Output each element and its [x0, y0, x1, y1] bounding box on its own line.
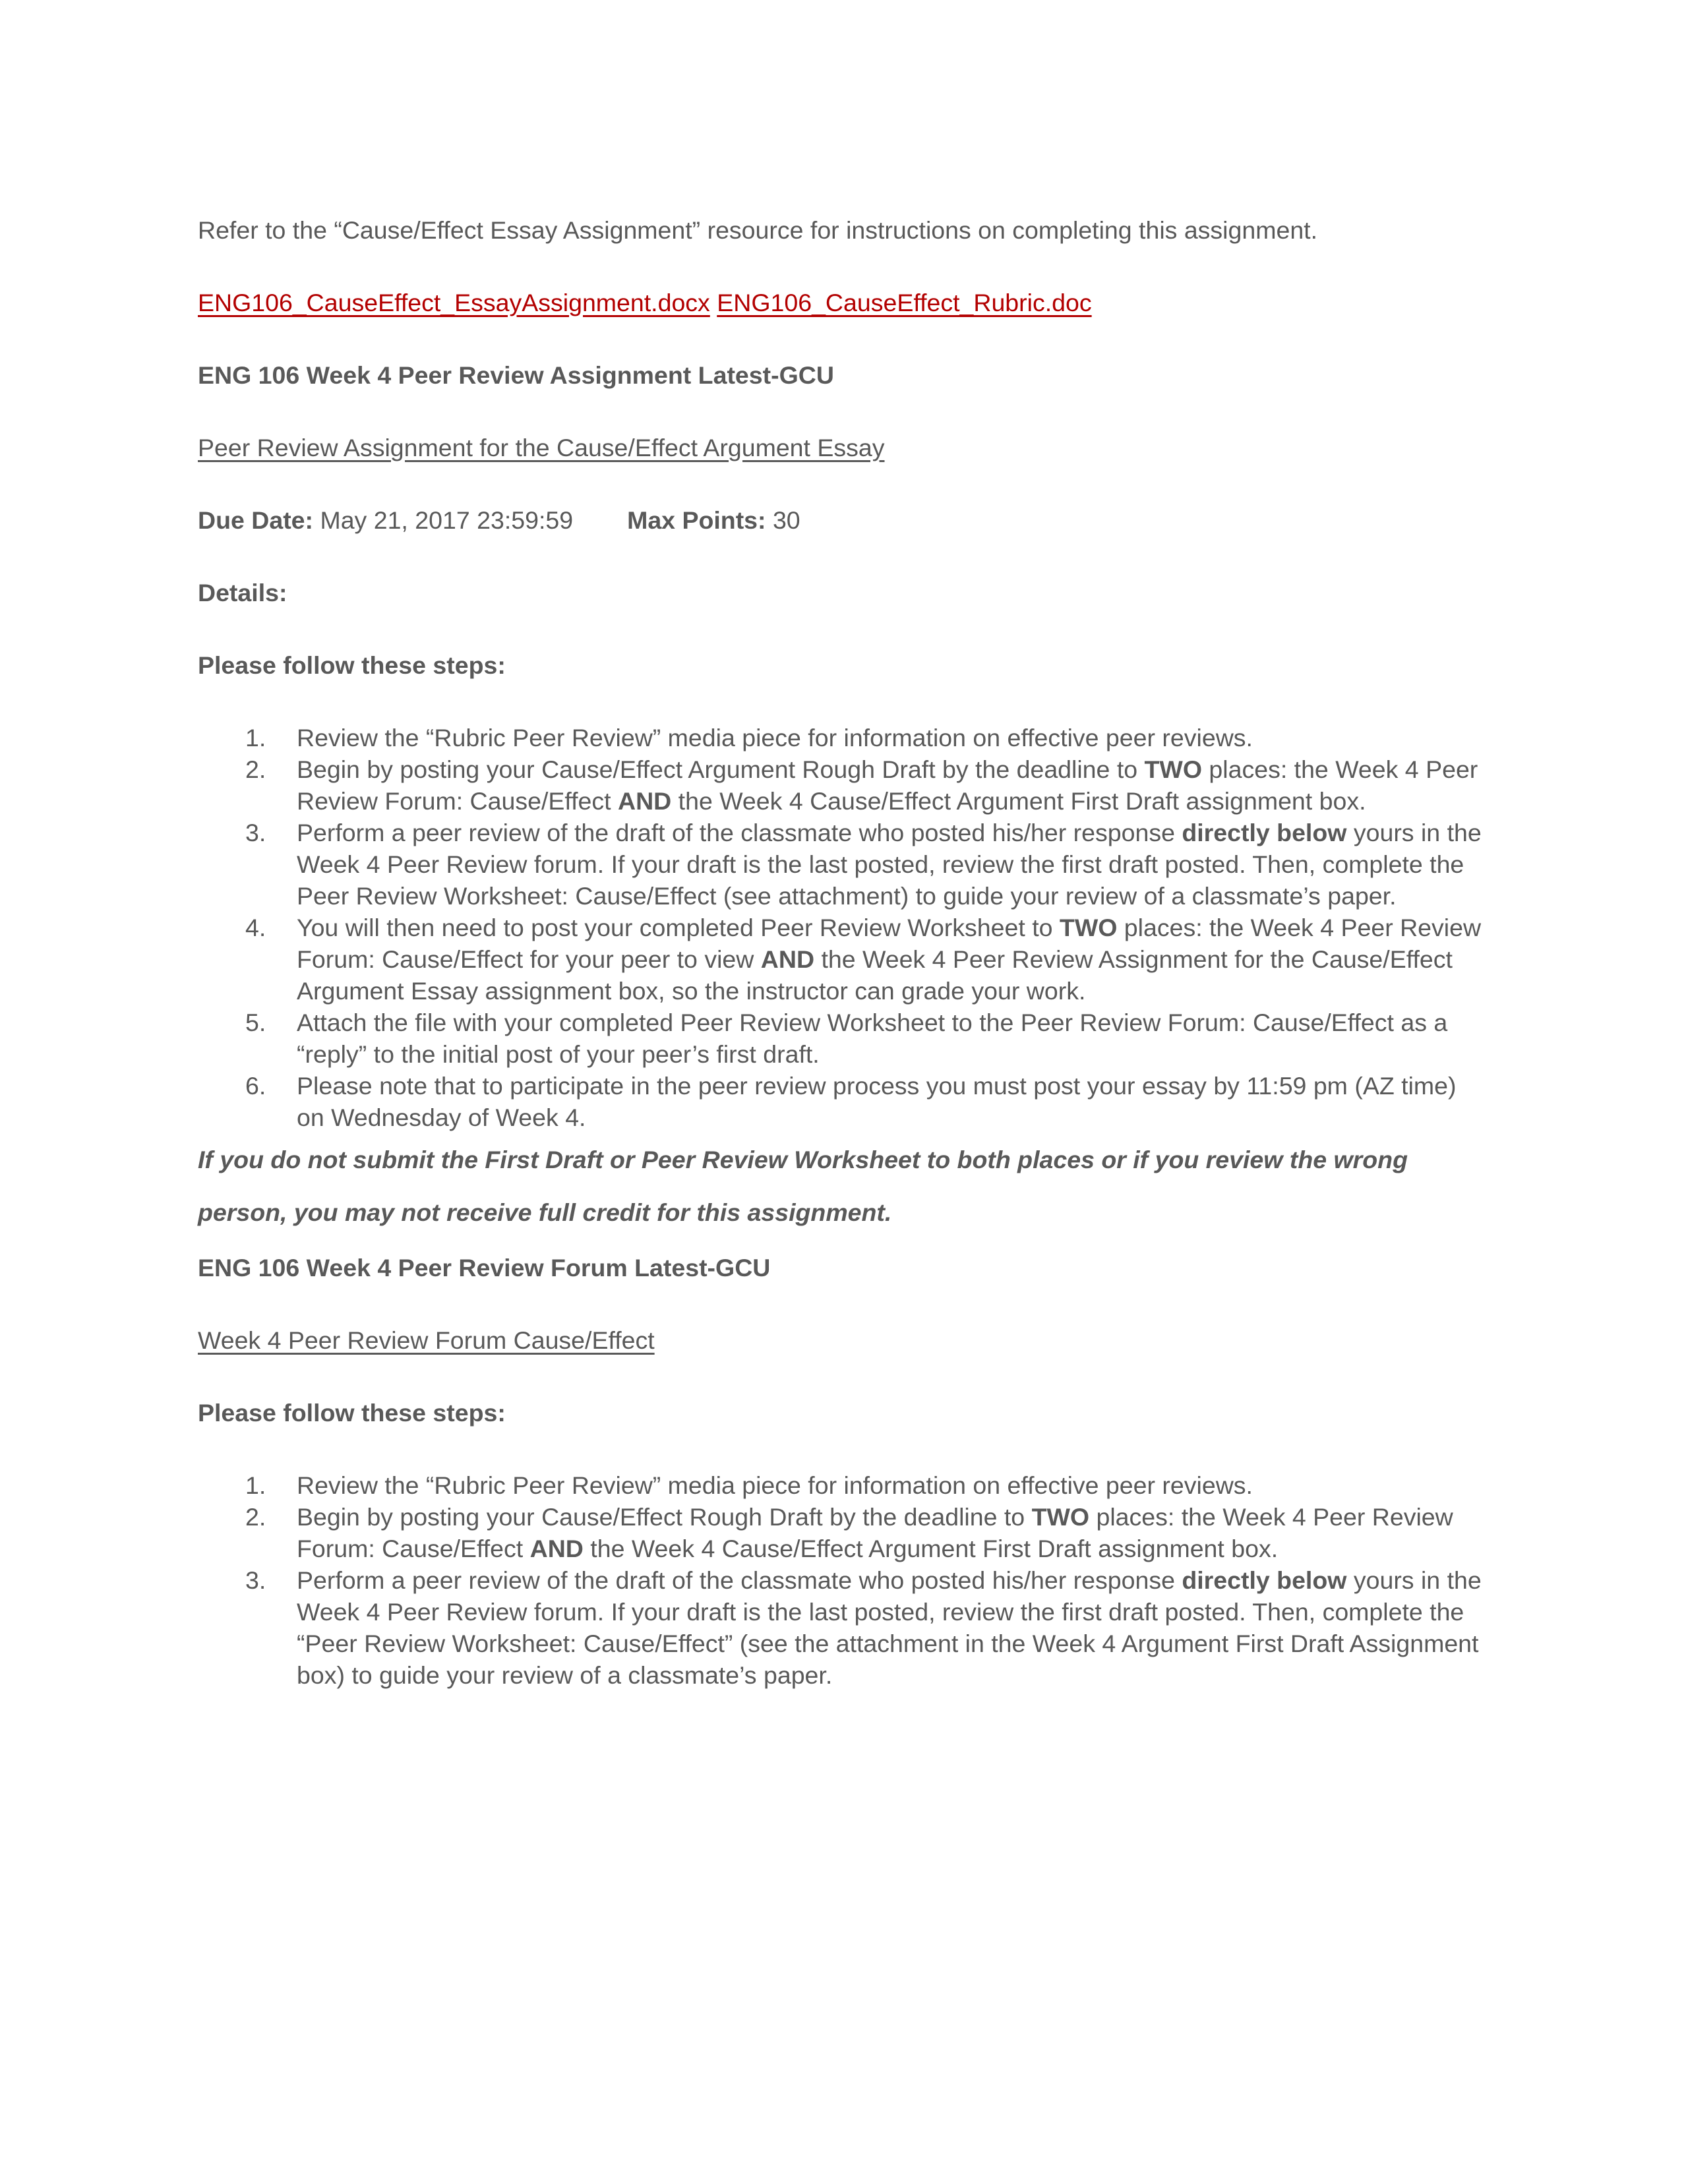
list-item	[198, 753, 1490, 817]
assignment-steps-list	[198, 722, 1490, 1133]
emphasis-text: AND	[618, 787, 672, 815]
step-text: yours in the Week 4 Peer Review forum. If your draft is the last posted, review the first draft posted. Then, complete the “Peer Review Worksheet: Cause/Effect” (see the attachment in the Week 4 Argument First Draft Assignment box) to guide your review of a classmate’s paper.	[297, 1566, 1482, 1689]
essay-assignment-link[interactable]: ENG106_CauseEffect_EssayAssignment.docx	[198, 289, 710, 316]
due-date-label: Due Date:	[198, 506, 314, 534]
step-text: Review the “Rubric Peer Review” media piece for information on effective peer reviews.	[297, 724, 1253, 752]
list-item	[198, 722, 1490, 753]
peer-review-assignment-link[interactable]: Peer Review Assignment for the Cause/Effect Argument Essay	[198, 434, 885, 461]
list-item-number: 2.	[245, 1503, 266, 1531]
step-text: places: the Week 4 Peer Review Forum: Cause/Effect	[297, 1503, 1453, 1562]
peer-review-forum-link[interactable]: Week 4 Peer Review Forum Cause/Effect	[198, 1326, 655, 1354]
list-item	[198, 1007, 1490, 1070]
steps-label: Please follow these steps:	[198, 651, 506, 679]
section-heading-forum: ENG 106 Week 4 Peer Review Forum Latest-GCU	[198, 1254, 771, 1282]
list-item	[198, 1501, 1490, 1564]
emphasis-text: AND	[529, 1535, 584, 1562]
list-item-number: 3.	[245, 1566, 266, 1594]
list-item	[198, 1469, 1490, 1501]
rubric-link[interactable]: ENG106_CauseEffect_Rubric.doc	[717, 289, 1092, 316]
emphasis-text: TWO	[1059, 914, 1118, 941]
emphasis-text: TWO	[1031, 1503, 1090, 1531]
list-item-number: 5.	[245, 1009, 266, 1036]
list-item-number: 1.	[245, 1471, 266, 1499]
list-item-number: 3.	[245, 819, 266, 846]
step-text: yours in the Week 4 Peer Review forum. If your draft is the last posted, review the first draft posted. Then, complete the Peer Review Worksheet: Cause/Effect (see attachment) to guide your review of a classmate’s paper.	[297, 819, 1482, 910]
step-text: the Week 4 Cause/Effect Argument First Draft assignment box.	[583, 1535, 1279, 1562]
step-text: the Week 4 Cause/Effect Argument First Draft assignment box.	[671, 787, 1366, 815]
due-date-line	[198, 504, 1490, 536]
step-text: Begin by posting your Cause/Effect Argument Rough Draft by the deadline to	[297, 755, 1145, 783]
details-label: Details:	[198, 579, 287, 606]
attachment-links	[198, 287, 1490, 318]
step-text: Review the “Rubric Peer Review” media piece for information on effective peer reviews.	[297, 1471, 1253, 1499]
max-points-label: Max Points:	[627, 506, 766, 534]
step-text: Please note that to participate in the peer review process you must post your essay by 11:59 pm (AZ time) on Wednesday of Week 4.	[297, 1072, 1457, 1131]
step-text: Begin by posting your Cause/Effect Rough Draft by the deadline to	[297, 1503, 1032, 1531]
step-text: places: the Week 4 Peer Review Forum: Cause/Effect for your peer to view	[297, 914, 1482, 973]
list-item-number: 2.	[245, 755, 266, 783]
emphasis-text: TWO	[1144, 755, 1202, 783]
list-item	[198, 1564, 1490, 1691]
list-item	[198, 1070, 1490, 1133]
document-page	[198, 214, 1490, 1691]
list-item-number: 1.	[245, 724, 266, 752]
due-date-value: May 21, 2017 23:59:59	[320, 506, 574, 534]
emphasis-text: AND	[760, 945, 815, 973]
intro-paragraph: Refer to the “Cause/Effect Essay Assignment” resource for instructions on completing this assignment.	[198, 216, 1318, 244]
list-item	[198, 912, 1490, 1007]
step-text: Attach the file with your completed Peer Review Worksheet to the Peer Review Forum: Cause/Effect as a “reply” to the initial post of your peer’s first draft.	[297, 1009, 1448, 1068]
step-text: the Week 4 Peer Review Assignment for the Cause/Effect Argument Essay assignment box, so the instructor can grade your work.	[297, 945, 1453, 1005]
list-item-number: 4.	[245, 914, 266, 941]
step-text: You will then need to post your completed Peer Review Worksheet to	[297, 914, 1060, 941]
list-item	[198, 817, 1490, 912]
forum-steps-label: Please follow these steps:	[198, 1399, 506, 1427]
section-heading-assignment: ENG 106 Week 4 Peer Review Assignment Latest-GCU	[198, 361, 834, 389]
step-text: Perform a peer review of the draft of the classmate who posted his/her response	[297, 1566, 1182, 1594]
step-text: Perform a peer review of the draft of the classmate who posted his/her response	[297, 819, 1182, 846]
emphasis-text: directly below	[1182, 819, 1347, 846]
warning-note: If you do not submit the First Draft or Peer Review Worksheet to both places or if you review the wrong person, you may not receive full credit for this assignment.	[198, 1146, 1408, 1226]
forum-steps-list	[198, 1469, 1490, 1691]
step-text: places: the Week 4 Peer Review Forum: Cause/Effect	[297, 755, 1478, 815]
list-item-number: 6.	[245, 1072, 266, 1100]
max-points-value: 30	[772, 506, 800, 534]
emphasis-text: directly below	[1182, 1566, 1347, 1594]
